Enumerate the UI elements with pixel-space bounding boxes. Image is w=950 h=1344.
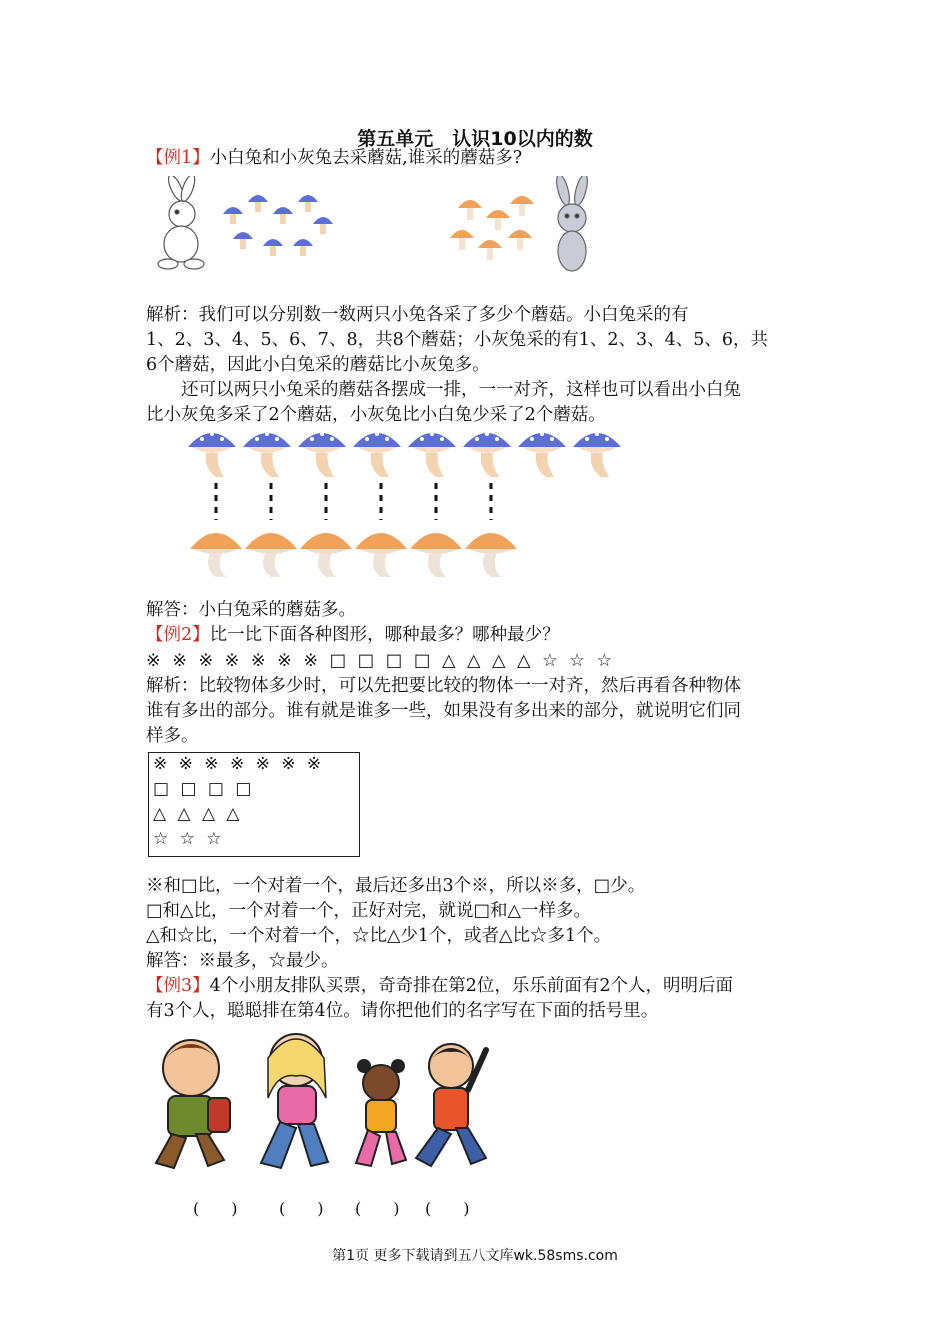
blue-mushroom-row bbox=[188, 432, 621, 477]
answer-paren-3[interactable]: ( ) bbox=[355, 1199, 400, 1218]
children-queue-illustration bbox=[146, 1028, 496, 1173]
box-row: △ △ △ △ bbox=[153, 804, 240, 824]
small-orange-mushrooms bbox=[450, 196, 534, 260]
child-4-image bbox=[416, 1044, 486, 1166]
example-3-question: 【例3】4个小朋友排队买票，奇奇排在第2位，乐乐前面有2个人，明明后面 bbox=[146, 976, 734, 996]
example-2-compare-line: △和☆比，一个对着一个，☆比△少1个，或者△比☆多1个。 bbox=[146, 926, 612, 946]
example-1-analysis-line: 6个蘑菇，因此小白兔采的蘑菇比小灰兔多。 bbox=[146, 355, 490, 375]
example-2-compare-line: □和△比，一个对着一个，正好对完，就说□和△一样多。 bbox=[146, 901, 591, 921]
dashed-match-lines bbox=[216, 483, 491, 520]
example-2-tag: 【例2】 bbox=[146, 625, 210, 645]
box-row: □ □ □ □ bbox=[153, 779, 252, 799]
child-2-image bbox=[261, 1034, 328, 1168]
example-1-analysis-line: 还可以两只小兔采的蘑菇各摆成一排，一一对齐，这样也可以看出小白兔 bbox=[181, 380, 741, 400]
example-2-analysis-line: 样多。 bbox=[146, 726, 199, 746]
example-1-tag: 【例1】 bbox=[146, 148, 210, 168]
box-row: ※ ※ ※ ※ ※ ※ ※ bbox=[153, 754, 322, 774]
example-1-analysis-line: 解析：我们可以分别数一数两只小兔各采了多少个蘑菇。小白兔采的有 bbox=[146, 305, 689, 325]
page-title: 第五单元 认识10以内的数 bbox=[357, 128, 593, 150]
example-2-symbols: ※ ※ ※ ※ ※ ※ ※ □ □ □ □ △ △ △ △ ☆ ☆ ☆ bbox=[146, 651, 613, 671]
child-1-image bbox=[156, 1040, 230, 1168]
grey-rabbit-image bbox=[554, 176, 590, 271]
example-1-analysis-line: 1、2、3、4、5、6、7、8，共8个蘑菇；小灰兔采的有1、2、3、4、5、6，共 bbox=[146, 330, 769, 350]
small-blue-mushrooms bbox=[223, 195, 333, 256]
rabbits-mushrooms-illustration bbox=[148, 176, 608, 276]
mushroom-matching-illustration bbox=[186, 425, 626, 585]
example-1-analysis-line: 比小灰兔多采了2个蘑菇，小灰兔比小白兔少采了2个蘑菇。 bbox=[146, 405, 606, 425]
symbol-alignment-box bbox=[148, 752, 360, 857]
answer-paren-2[interactable]: ( ) bbox=[279, 1199, 324, 1218]
answer-paren-4[interactable]: ( ) bbox=[425, 1199, 470, 1218]
page-footer: 第1页 更多下载请到五八文库wk.58sms.com bbox=[332, 1248, 618, 1264]
example-2-analysis-line: 解析：比较物体多少时，可以先把要比较的物体一一对齐，然后再看各种物体 bbox=[146, 676, 741, 696]
example-2-question: 【例2】比一比下面各种图形，哪种最多？哪种最少？ bbox=[146, 625, 560, 645]
example-1-answer: 解答：小白兔采的蘑菇多。 bbox=[146, 600, 356, 620]
example-2-answer: 解答：※最多，☆最少。 bbox=[146, 951, 339, 971]
example-2-compare-line: ※和□比，一个对着一个，最后还多出3个※，所以※多，□少。 bbox=[146, 876, 646, 896]
example-3-question-line: 有3个人，聪聪排在第4位。请你把他们的名字写在下面的括号里。 bbox=[146, 1001, 659, 1021]
answer-paren-1[interactable]: ( ) bbox=[193, 1199, 238, 1218]
child-3-image bbox=[356, 1059, 406, 1166]
white-rabbit-image bbox=[158, 176, 204, 269]
box-row: ☆ ☆ ☆ bbox=[153, 829, 222, 849]
orange-mushroom-row bbox=[190, 533, 517, 577]
example-2-analysis-line: 谁有多出的部分。谁有就是谁多一些，如果没有多出来的部分，就说明它们同 bbox=[146, 701, 741, 721]
example-1-question: 【例1】小白兔和小灰兔去采蘑菇,谁采的蘑菇多? bbox=[146, 148, 523, 168]
example-3-tag: 【例3】 bbox=[146, 976, 210, 996]
